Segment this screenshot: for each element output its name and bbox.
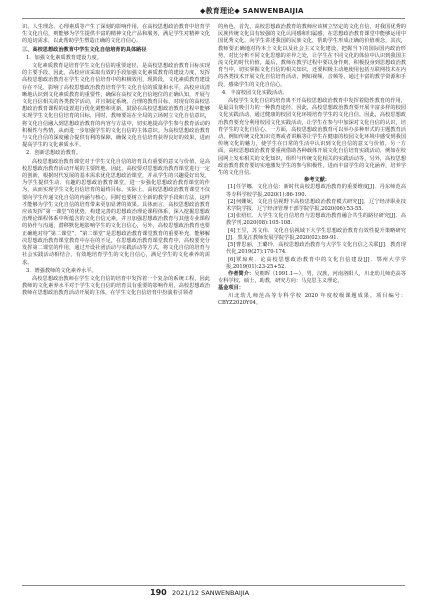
body-paragraph: 高校思想政治教育课堂对于学生文化自信的培育具有重要的意义与价值，是高校思想政治教育活动开展的主要阵地，因此，高校要对思想政治教育课堂进行一定的创新，根据时代发展的基本需求优化思想政治课堂，并从学生的兴趣爱好出发，为学生提供生动、有趣的思想政治教育课堂，进一步强化思想政治教育课堂的作为，从而实现学生文化自信培育的最终目标。实际上，高校思想政治教育课堂不仅要向学生传递文化自信的内涵与核心，同时也要树立全新的教学手段和方法，这样才能够为学生文化自信的培育带来更加显著的效果。具体而言，高校思想政治教育应该发挥“第一课堂”的优势，构建完善的思想政治理论课程体系，深入挖掘思想政治理论课程体系中所蕴含的文化自信元素，并且加强思想政治教育与其他专业课程的协作与沟通，潜移默化地影响学生的文化自信心，另外，高校思想政治教育也要正确地对待“第二课堂”、“第二课堂”是思想政治教育课堂教育的重要补充，能够解决思想政治教育课堂教育中存在的不足，在思想政治教育课堂教育中，高校要充分发挥第二课堂的作用，通过开设社团活动与实践活动等方式，将文化自信的培育与社会实践活动相结合，有效地培育学生的文化自信心，满足学生的文化素养的需求。 xyxy=(22,158,210,266)
author-info xyxy=(218,271,406,285)
reference-text: 曹思丽，王璐玲．高校思想政治教育与大学生文化自信之关联[J]．教育现代化,2019(27):170-174. xyxy=(226,242,406,256)
subsection-title: 4．丰富校园文化实践活动。 xyxy=(222,89,288,96)
reference-list xyxy=(218,184,406,270)
header-divider xyxy=(22,18,405,19)
reference-text: 任学娜．文化自信：新时代高校思想政治教育的重要维度[J]．丹东师范高等专科学校学报,2020(1):86-190. xyxy=(226,184,406,198)
reference-text: 何姗妮，文化自信视野下高校思想政治教育模式研究[J]．辽宁经济职业技术学院学报．辽宁经济管理干部学院学报,2020(06):53-55. xyxy=(226,198,406,213)
fund-info xyxy=(218,285,406,292)
reference-text: 张绍红．大学生文化自信培育与思想政治教育融合共生的路径研究[J]．高教学刊,2020(08):105-108. xyxy=(226,213,406,227)
section-title: 三、高校思想政治教育中学生文化自信培育的具体路径 xyxy=(22,46,147,53)
reference-number: [6] xyxy=(228,256,236,263)
fund-text: 川北幼儿师范高等专科学校 2020 年度校级课题成果。项目编号：CBYZ2020Y04。 xyxy=(218,292,406,306)
reference-number: [5] xyxy=(228,242,236,249)
fund-label: 基金项目： xyxy=(218,285,244,292)
reference-item xyxy=(218,184,406,198)
subsection-title: 2．创新思想政治教育。 xyxy=(26,150,82,157)
issue-label: 2021/12 SANWENBAIJIA xyxy=(172,589,250,597)
author-text: 吴朝晖（1991.1—），男，汉族，河南洛阳人，川北幼儿师范高等专科学校，硕士，助教，研究方向：马克思主义理论。 xyxy=(218,270,406,285)
reference-text: 覃琼爽．论高校思想政治教育中的文化自信建设[J]．鄂州大学学报,2019(01):23-25+52. xyxy=(226,256,406,270)
reference-item xyxy=(218,199,406,213)
references-title: 参考文献： xyxy=(304,177,330,184)
page-header xyxy=(0,0,427,20)
reference-number: [1] xyxy=(228,184,236,191)
footer-divider xyxy=(22,585,405,586)
reference-text: 王昱，苏文伟．文化自信视域下大学生思想政治教育有效性提升策略研究[J]．黑龙江教师发展学院学报,2020(02):89-91. xyxy=(226,227,406,241)
author-label: 作者简介： xyxy=(228,270,255,277)
left-column xyxy=(22,24,210,298)
reference-number: [3] xyxy=(228,213,236,220)
body-paragraph: 高校学生文化自信的培育离不开高校思想政治教育中发挥着隐性教育的作用，是最具有吸引力的一种教育途径，因此，高校思想政治教育要开展丰富多样的校园文化实践活动，通过健康的校园文化环境培育学生的文化自信。因此，高校思想政治教育要充分利用校园文化实践活动，让学生在参与中加深对文化自信的认识，培育学生的文化自信心，一方面，高校思想政治教育可以举办多种形式的主题教育活动，例如传统文化知识竞赛或者讲解等让学生在健康的校园文化环境中感受到我国传统文化的魅力，使学生在日常的生活中认识到文化自信的意义与价值，另一方面，高校思想政治教育要重视借助各种载体开展文化自信培育实践活动，例如在校园网上发布相关的文化知识，组织与传统文化相关的实践活动等，另外，高校思想政治教育教育要切实地激发学生的参与积极性，进而丰富学生的文化涵养，培养学生的文化自信。 xyxy=(218,98,406,177)
body-paragraph: 识、人生理念、心理素质等产生了深刻的影响作用，在高校思想政治教育中培育学生文化自信，则能够为学生提供丰富的精神文化产品和服务，满足学生对精神文化的追切需求，以此帮助学生塑造正确的文化自信心。 xyxy=(22,24,210,45)
reference-item xyxy=(218,228,406,242)
reference-number: [2] xyxy=(228,198,236,205)
right-column xyxy=(218,24,406,307)
reference-item xyxy=(218,213,406,227)
reference-number: [4] xyxy=(228,227,236,234)
reference-item xyxy=(218,242,406,256)
subsection-title: 1．加强文化素质教育建设力度。 xyxy=(26,54,102,61)
page-number: 190 xyxy=(150,588,167,597)
reference-item xyxy=(218,257,406,271)
subsection-title: 3．增强教师的文化素养水平。 xyxy=(26,267,97,274)
body-paragraph: 的角色，首先，高校思想政治教育的教师应该树立坚定的文化自信，对我国优秀的民族传统文化具有较强的文化认同感和归属感，在思想政治教育课堂中能够运用中国优秀文化，向学生讲述我国的民族文化，帮助学生形成正确的价值观念，其次，教师要正确地对待本土文化以及社会主义文化建设，把握当下的国际国内政治形势，对比分析不同文化思想的差异之处，让学生在不同文化的体验中认识到我国主流文化的时代价值，最后，教师在教学过程中要以身作则，积极投身到思想政治教育当中，切实掌握文化自信的相关知识，还要积极主动地使用包括互联网技术在内的各类技术开展文化自信培育活动，例如视频、音频等，通过丰富的教学资源和手段，感染学生的文化自信心。 xyxy=(218,24,406,88)
section-header-label: ◆教育理论◆ SANWENBAIJIA xyxy=(200,7,304,15)
body-paragraph: 文化素质教育是培育学生文化自信的重要途径，是高校思想政治教育目标实现的主要手段，因此，高校应该采取有效的手段加强文化素质教育的建设力度，发挥高校思想政治教育在学生文化自信培育中的积极效用，现阶段，文化素质教育建设存在不足，影响了高校思想政治教育培育学生文化自信的质量和水平。高校应该清晰地认识到文化素质教育的重要性，确保在高校文化自信地位的正确认知，开展与文化自信相关的各类教学活动，并且制定系统、合理的教育目标，对现有的高校思想政治教育课程的设置进行优化调整和更新，鼓励在高校思想政治教育过程中能够实现学生文化自信培育的目标，同时，教师要站在全局的立场树立文化自信意识，将文化自信融入到思想政治教育的内容与方法中，切实地提高学生参与教育活动的积极性与热情，从而进一步加强学生的文化自信的主体意识。为高校思想政治教育与文化自信的深度融合提供有利的保障，确保文化自信培育获得良好的效果，进而提高学生的文化素质水平。 xyxy=(22,63,210,149)
body-paragraph: 高校思想政治教师在学生文化自信的培育中发挥着一个复杂的系统工程，因此教师的文化素养水平对于学生文化自信的培育具有重要的影响作用，高校思想政治教师在思想政治教育活动开展的主体，在学生文化自信培育中扮演着引领者 xyxy=(22,275,210,297)
